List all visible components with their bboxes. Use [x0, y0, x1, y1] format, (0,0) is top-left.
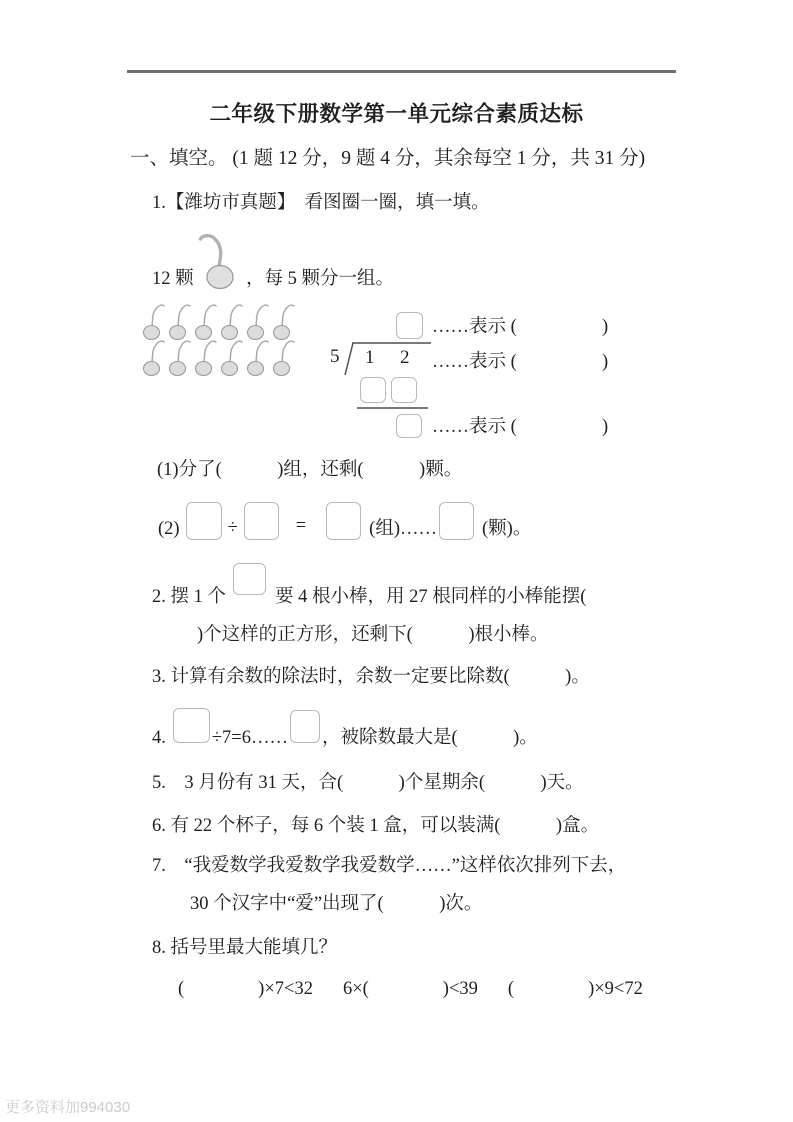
q4-dividend-answer-box — [173, 708, 210, 743]
q8-items — [178, 978, 643, 1000]
q1-count-suffix: ，每 5 颗分一组。 — [246, 269, 395, 289]
cherry-icon — [193, 300, 219, 340]
q1-heading: 1.【潍坊市真题】 看图圈一圈，填一填。 — [152, 193, 490, 213]
watermark-text: 更多资料加994030 — [5, 1099, 131, 1116]
q2-line1 — [152, 563, 586, 608]
q7-line2: 30 个汉字中“爱”出现了( )次。 — [190, 894, 483, 914]
cherry-row — [141, 336, 297, 372]
cherry-icon — [271, 336, 297, 376]
q4-remainder-answer-box — [290, 710, 320, 743]
q2-line1-prefix: 2. 摆 1 个 — [152, 587, 227, 607]
q8-heading: 8. 括号里最大能填几？ — [152, 938, 338, 958]
division-row1-close-paren: ) — [602, 317, 609, 337]
long-division-bracket — [325, 303, 445, 443]
q1-sub2-prefix: (2) — [158, 519, 180, 539]
cherry-icon — [193, 336, 219, 376]
cherry-icon — [245, 300, 271, 340]
square-shape-box — [233, 563, 266, 595]
cherry-icon — [219, 336, 245, 376]
page-title: 二年级下册数学第一单元综合素质达标 — [209, 102, 584, 126]
cherry-icon — [141, 336, 167, 376]
q4-line — [152, 707, 538, 749]
cherry-icon — [167, 300, 193, 340]
q3-text: 3. 计算有余数的除法时，余数一定要比除数( )。 — [152, 667, 590, 687]
equals-sign: = — [295, 516, 307, 536]
q4-mid: ÷7=6…… — [211, 728, 288, 748]
dividend-tens-digit: 1 — [365, 347, 375, 368]
cherry-grid — [141, 300, 297, 372]
q5-text: 5. 3 月份有 31 天，合( )个星期余( )天。 — [152, 773, 584, 793]
remainder-result-answer-box — [439, 502, 474, 540]
q1-sub2-equation — [158, 498, 531, 540]
quotient-result-answer-box — [326, 502, 361, 540]
q1-sub2-unit-group: (组)…… — [369, 519, 437, 539]
remainder-answer-box — [396, 414, 422, 438]
q7-line1: 7. “我爱数学我爱数学我爱数学……”这样依次排列下去， — [152, 856, 627, 876]
q8-item2: 6×( )<39 — [342, 979, 478, 999]
q1-count-prefix: 12 颗 — [152, 269, 194, 289]
dividend-ones-digit: 2 — [400, 347, 410, 368]
cherry-icon — [167, 336, 193, 376]
divide-sign: ÷ — [227, 518, 238, 538]
top-rule — [127, 70, 676, 73]
q4-prefix: 4. — [152, 728, 166, 748]
cherry-icon — [141, 300, 167, 340]
q1-sub2-unit-piece: (颗)。 — [482, 519, 532, 539]
division-row1-label: ……表示 ( — [432, 317, 517, 337]
cherry-big-icon — [194, 226, 236, 290]
division-row2-close-paren: ) — [602, 352, 609, 372]
q2-line1-suffix: 要 4 根小棒，用 27 根同样的小棒能摆( — [275, 587, 587, 607]
product-tens-answer-box — [360, 377, 386, 403]
dividend-answer-box — [186, 502, 222, 540]
division-row2-label: ……表示 ( — [432, 352, 517, 372]
section-heading: 一、填空。 (1 题 12 分，9 题 4 分，其余每空 1 分，共 31 分) — [130, 148, 646, 169]
q8-item3: ( )×9<72 — [507, 979, 643, 999]
cherry-row — [141, 300, 297, 336]
cherry-icon — [271, 300, 297, 340]
divisor-answer-box — [244, 502, 279, 540]
cherry-icon — [245, 336, 271, 376]
q2-line2: )个这样的正方形，还剩下( )根小棒。 — [197, 625, 549, 645]
division-row3-label: ……表示 ( — [432, 417, 517, 437]
q4-suffix: ，被除数最大是( )。 — [321, 728, 538, 748]
quotient-answer-box — [396, 312, 423, 339]
product-ones-answer-box — [391, 377, 417, 403]
q1-sub1-text: (1)分了( )组，还剩( )颗。 — [157, 460, 463, 480]
q8-item1: ( )×7<32 — [178, 979, 313, 999]
cherry-icon — [219, 300, 245, 340]
division-row3-close-paren: ) — [602, 417, 609, 437]
division-divisor: 5 — [330, 346, 340, 367]
q6-text: 6. 有 22 个杯子，每 6 个装 1 盒，可以装满( )盒。 — [152, 816, 600, 836]
